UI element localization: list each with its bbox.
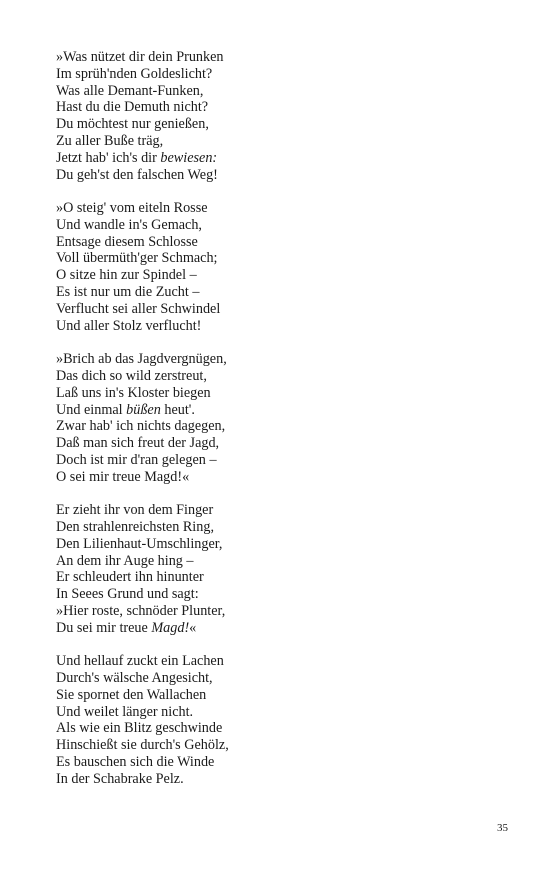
poem-line: [56, 66, 496, 83]
poem-line: [56, 318, 496, 335]
stanza: [56, 653, 496, 787]
poem-line: [56, 771, 496, 788]
poem-line: [56, 150, 496, 167]
line-text: Entsage diesem Schlosse: [56, 233, 198, 250]
poem-line: [56, 670, 496, 687]
poem-line: [56, 49, 496, 66]
poem-text: [56, 49, 496, 804]
italic-text: Magd!: [151, 619, 190, 636]
line-text: »Was nützet dir dein Prunken: [56, 49, 224, 65]
stanza: [56, 200, 496, 334]
line-text: Du sei mir treue: [56, 619, 152, 636]
line-text: «: [189, 619, 197, 636]
poem-line: [56, 435, 496, 452]
poem-line: [56, 452, 496, 469]
line-text: Durch's wälsche Angesicht,: [56, 670, 213, 687]
poem-line: [56, 234, 496, 251]
poem-line: [56, 116, 496, 133]
poem-line: [56, 402, 496, 419]
page-number: 35: [497, 822, 508, 834]
poem-line: [56, 687, 496, 704]
line-text: Voll übermüth'ger Schmach;: [56, 250, 218, 267]
line-text: Im sprüh'nden Goldeslicht?: [56, 65, 213, 82]
poem-line: [56, 754, 496, 771]
line-text: Es bauschen sich die Winde: [56, 754, 215, 771]
line-text: Jetzt hab' ich's dir: [56, 149, 161, 166]
line-text: Und hellauf zuckt ein Lachen: [56, 653, 224, 670]
poem-line: [56, 536, 496, 553]
poem-line: [56, 133, 496, 150]
line-text: Und weilet länger nicht.: [56, 703, 194, 720]
line-text: heut'.: [160, 401, 195, 418]
poem-line: [56, 385, 496, 402]
poem-line: [56, 284, 496, 301]
poem-line: [56, 83, 496, 100]
poem-line: [56, 301, 496, 318]
line-text: Und wandle in's Gemach,: [56, 216, 202, 233]
line-text: Es ist nur um die Zucht –: [56, 284, 200, 301]
line-text: An dem ihr Auge hing –: [56, 552, 194, 569]
line-text: »Hier roste, schnöder Plunter,: [56, 602, 226, 619]
poem-line: [56, 368, 496, 385]
poem-line: [56, 351, 496, 368]
poem-line: [56, 720, 496, 737]
line-text: In Seees Grund und sagt:: [56, 586, 199, 603]
poem-line: [56, 99, 496, 116]
line-text: Hast du die Demuth nicht?: [56, 99, 209, 116]
line-text: Was alle Demant-Funken,: [56, 82, 204, 99]
line-text: Zwar hab' ich nichts dagegen,: [56, 418, 226, 435]
poem-line: [56, 502, 496, 519]
line-text: Den Lilienhaut-Umschlinger,: [56, 535, 223, 552]
poem-line: [56, 737, 496, 754]
poem-line: [56, 418, 496, 435]
stanza: [56, 502, 496, 636]
line-text: »O steig' vom eiteln Rosse: [56, 200, 208, 217]
poem-line: [56, 569, 496, 586]
line-text: Doch ist mir d'ran gelegen –: [56, 451, 217, 468]
line-text: Daß man sich freut der Jagd,: [56, 435, 220, 452]
stanza: [56, 351, 496, 485]
italic-text: bewiesen:: [160, 149, 218, 166]
stanza: [56, 49, 496, 183]
line-text: Sie spornet den Wallachen: [56, 686, 207, 703]
poem-line: [56, 620, 496, 637]
poem-line: [56, 267, 496, 284]
poem-line: [56, 603, 496, 620]
poem-line: [56, 704, 496, 721]
line-text: Er zieht ihr von dem Finger: [56, 502, 214, 519]
poem-line: [56, 200, 496, 217]
line-text: Das dich so wild zerstreut,: [56, 367, 207, 384]
line-text: Und aller Stolz verflucht!: [56, 317, 202, 334]
poem-line: [56, 519, 496, 536]
line-text: Den strahlenreichsten Ring,: [56, 518, 214, 535]
line-text: Und einmal: [56, 401, 127, 418]
line-text: Du geh'st den falschen Weg!: [56, 166, 218, 183]
line-text: Er schleudert ihn hinunter: [56, 569, 204, 586]
line-text: Du möchtest nur genießen,: [56, 116, 209, 133]
line-text: In der Schabrake Pelz.: [56, 770, 184, 787]
poem-line: [56, 586, 496, 603]
line-text: O sitze hin zur Spindel –: [56, 267, 197, 284]
poem-line: [56, 553, 496, 570]
poem-line: [56, 250, 496, 267]
line-text: Zu aller Buße träg,: [56, 132, 164, 149]
poem-line: [56, 469, 496, 486]
line-text: Als wie ein Blitz geschwinde: [56, 720, 223, 737]
line-text: O sei mir treue Magd!«: [56, 468, 190, 485]
line-text: Verflucht sei aller Schwindel: [56, 300, 221, 317]
poem-line: [56, 653, 496, 670]
line-text: »Brich ab das Jagdvergnügen,: [56, 351, 227, 368]
poem-line: [56, 217, 496, 234]
line-text: Hinschießt sie durch's Gehölz,: [56, 737, 229, 754]
poem-line: [56, 167, 496, 184]
italic-text: büßen: [126, 401, 161, 418]
line-text: Laß uns in's Kloster biegen: [56, 384, 211, 401]
